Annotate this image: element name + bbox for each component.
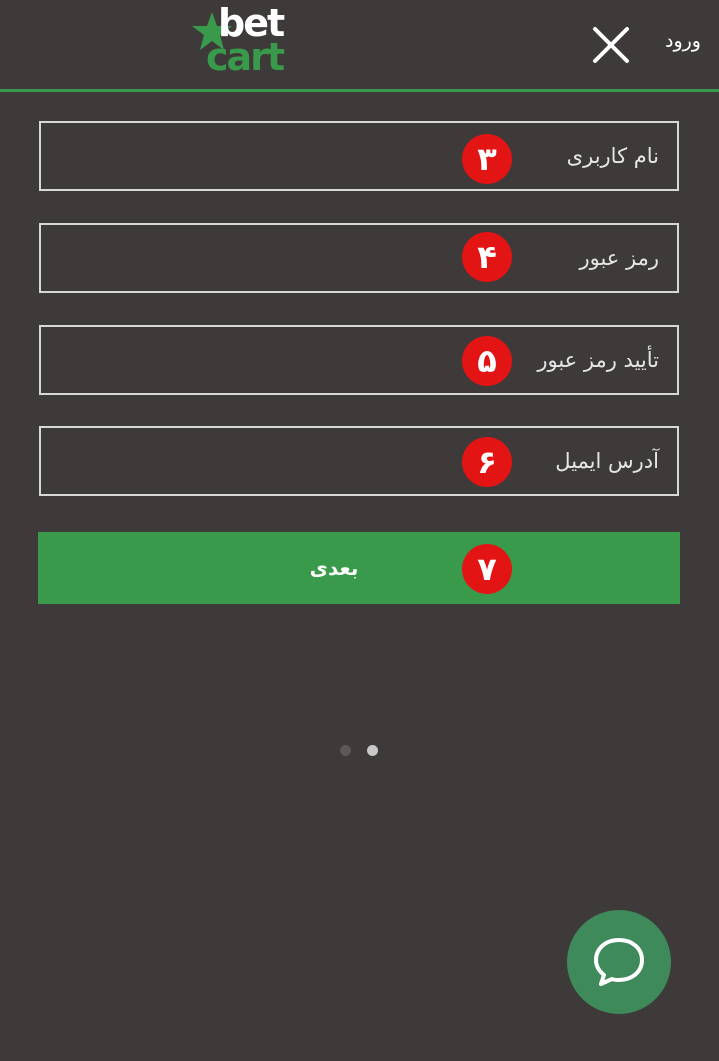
password-field[interactable] <box>39 223 679 293</box>
pagination-dot-1[interactable] <box>340 745 351 756</box>
pagination-dots <box>340 745 380 757</box>
username-field[interactable] <box>39 121 679 191</box>
chat-button[interactable] <box>567 910 671 1014</box>
close-icon <box>592 26 630 64</box>
chat-bubble-icon <box>591 934 647 990</box>
login-link[interactable]: ورود <box>665 30 701 52</box>
next-button-label: بعدی <box>309 556 359 580</box>
step-badge-5: ۵ <box>462 336 512 386</box>
step-badge-4: ۴ <box>462 232 512 282</box>
close-button[interactable] <box>592 26 630 64</box>
confirm-password-field[interactable] <box>39 325 679 395</box>
logo-text-bet: bet <box>218 1 284 45</box>
username-placeholder: نام کاربری <box>566 144 659 168</box>
email-placeholder: آدرس ایمیل <box>555 449 659 473</box>
header-bar <box>0 0 719 92</box>
step-badge-3: ۳ <box>462 134 512 184</box>
pagination-dot-2-active[interactable] <box>367 745 378 756</box>
betcart-logo <box>190 1 290 86</box>
password-placeholder: رمز عبور <box>579 246 659 270</box>
logo-text-cart: cart <box>206 35 284 79</box>
confirm-password-placeholder: تأیید رمز عبور <box>537 348 659 372</box>
email-field[interactable] <box>39 426 679 496</box>
next-button[interactable] <box>38 532 680 604</box>
step-badge-6: ۶ <box>462 437 512 487</box>
step-badge-7: ۷ <box>462 544 512 594</box>
